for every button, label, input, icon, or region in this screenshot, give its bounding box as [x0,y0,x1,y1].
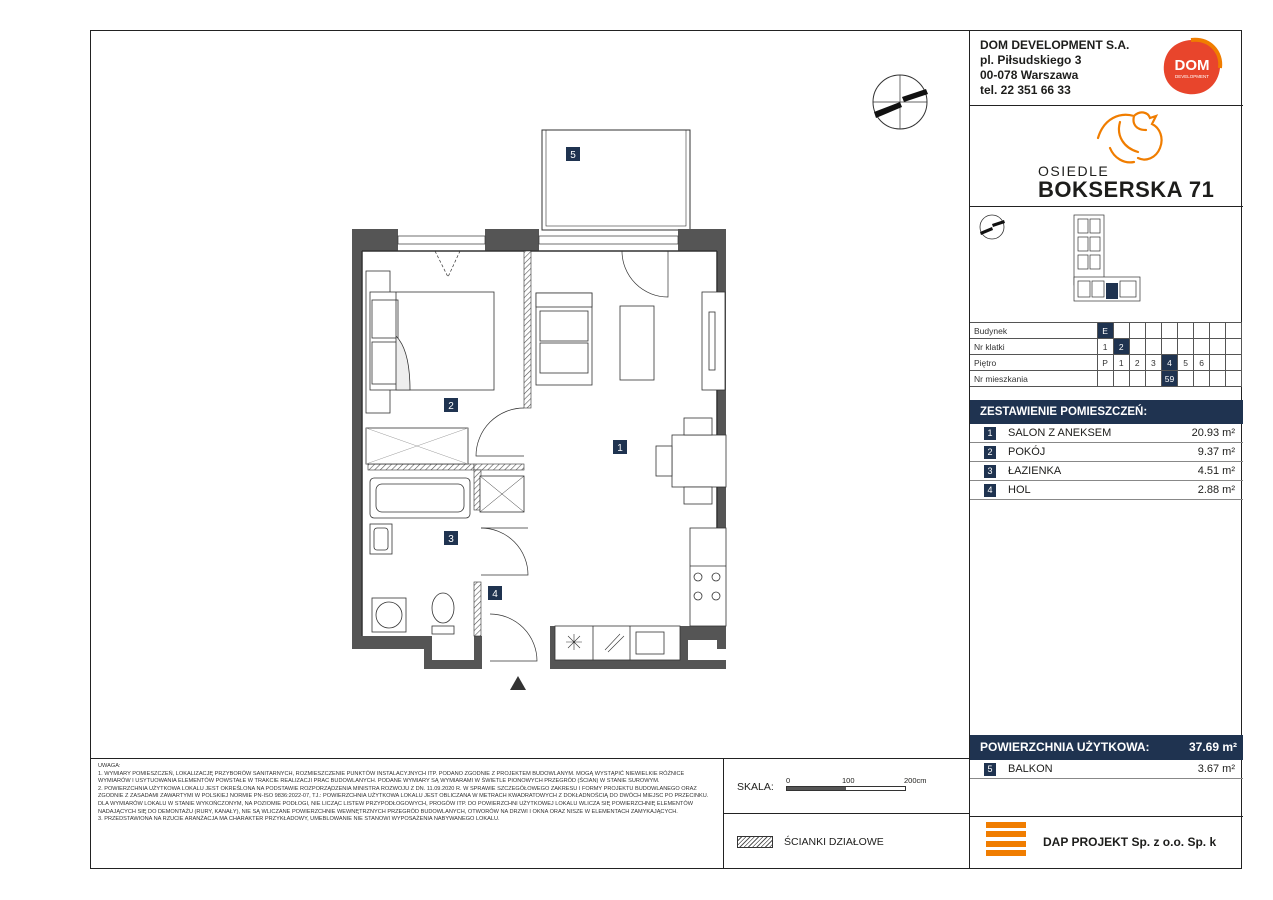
info-cell: 6 [1194,355,1210,371]
info-cell [1145,371,1161,387]
bed [366,271,494,413]
floor-plan-drawing [90,30,969,758]
info-row-label: Nr klatki [970,339,1097,355]
scale-tick: 0 [786,776,791,785]
key-plan-apartment-highlight [1106,283,1118,299]
floor-plan [90,30,969,758]
info-cell: 3 [1145,355,1161,371]
legend-walls-label: ŚCIANKI DZIAŁOWE [784,836,884,848]
living-furniture [536,292,725,390]
north-arrow-icon [873,75,928,129]
room-name: POKÓJ [1008,446,1046,458]
info-cell [1113,323,1129,339]
company-name: DOM DEVELOPMENT S.A. [980,38,1130,52]
balcony-row [970,760,1243,779]
usable-area-label: POWIERZCHNIA UŻYTKOWA: [980,740,1150,754]
info-cell [1178,339,1194,355]
room-area: 4.51 m² [1197,465,1235,477]
room-area: 9.37 m² [1197,446,1235,458]
company-street: pl. Piłsudskiego 3 [980,53,1082,67]
info-cell [1178,371,1194,387]
info-cell [1161,339,1177,355]
designer-block [970,816,1243,868]
note-item: 3. PRZEDSTAWIONA NA RZUCIE ARANŻACJA MA CHARAKTER PRZYKŁADOWY, UMEBLOWANIE NIE STANOWI WYPOSAŻENIA NABYWANEGO LOKALU. [98,816,500,823]
balcony [542,130,690,230]
room-name: SALON Z ANEKSEM [1008,427,1112,439]
info-cell [1194,323,1210,339]
bathroom-fixtures [370,476,524,634]
room-number-badge: 2 [984,446,996,459]
info-row [970,371,1242,387]
info-cell [1097,371,1113,387]
info-cell [1226,371,1242,387]
plan-label-1: 1 [617,443,623,454]
key-plan-drawing [970,207,1243,321]
scale-tick: 200cm [904,776,927,785]
plan-label-3: 3 [448,534,454,545]
partition-hatch-swatch [737,836,773,848]
info-cell [1210,371,1226,387]
usable-area-value: 37.69 m² [1188,740,1237,754]
horse-logo-icon [1090,108,1170,168]
apartment-info-table [970,322,1242,387]
room-row [970,424,1243,443]
note-item: 2. POWIERZCHNIA UŻYTKOWA LOKALU JEST OKREŚLONA NA PODSTAWIE ROZPORZĄDZENIA MINISTRA ROZWOJU Z DN. 11.09.2020 R. W SPRAWIE SZCZEGÓŁOWEGO ZAKRESU I FORMY PROJEKTU BUDOWLANEGO ORAZ ZGODNIE Z ZASADAMI ZAWARTYMI W POLSKIEJ NORMIE PN-ISO 9836:2022-07, TJ.: POWIERZCHNIA UŻYTKOWA LOKALU JEST OBLICZANA W METRACH KWADRATOWYCH Z DOKŁADNOŚCIĄ DO DWÓCH MIEJSC PO PRZECINKU. DLA WYMIARÓW LOKALU W STANIE WYKOŃCZONYM, NA POZIOMIE PODŁOGI, NIE LICZĄC LISTEW PRZYPODŁOGOWYCH, PROGÓW ITP. DO POWIERZCHNI UŻYTKOWEJ LOKALU WLICZA SIĘ POWIERZCHNIĘ ELEMENTÓW NADAJĄCYCH SIĘ DO DEMONTAŻU (RURY, KANAŁY), NIE SĄ WLICZANE POWIERZCHNIE WEWNĘTRZNYCH PRZEGRÓD BUDOWLANYCH, OTWORÓW NA DRZWI I OKNA ORAZ NISZE W ELEMENTACH ZAMYKAJĄCYCH. [98,785,709,815]
room-row [970,481,1243,500]
info-cell: 2 [1113,339,1129,355]
note-item: 1. WYMIARY POMIESZCZEŃ, LOKALIZACJĘ PRZYBORÓW SANITARNYCH, ROZMIESZCZENIE PUNKTÓW INSTALACYJNYCH ITP. PODANO ZGODNIE Z PROJEKTEM BUDOWLANYM. MOGĄ WYSTĄPIĆ NIEWIELKIE RÓŻNICE WYMIARÓW I USYTUOWANIA ELEMENTÓW POWSTAŁE W TRAKCIE REALIZACJI PRAC BUDOWLANYCH. PODANE WYMIARY SĄ WYMIARAMI W ŚWIETLE PIONOWYCH PRZEGRÓD (ŚCIAN) W STANIE SUROWYM. [98,770,685,785]
company-info [980,38,1129,98]
info-row-label: Piętro [970,355,1097,371]
brand-line1: OSIEDLE [1038,163,1110,179]
room-name: HOL [1008,484,1031,496]
room-area: 3.67 m² [1197,763,1235,775]
company-phone: tel. 22 351 66 33 [980,83,1071,97]
estate-brand [1030,108,1215,206]
info-row [970,355,1242,371]
scale-box [724,758,969,813]
dap-logo-icon [986,822,1026,859]
key-plan-north-icon [980,215,1005,239]
logo-text-main: DOM [1174,57,1210,74]
dining-table [656,418,726,504]
info-cell [1194,371,1210,387]
info-cell [1113,371,1129,387]
scale-bar [786,786,906,791]
entrance-marker-icon [510,676,526,690]
logo-text-sub: DEVELOPMENT [1174,74,1210,79]
info-cell: 1 [1113,355,1129,371]
room-row [970,443,1243,462]
room-row [970,462,1243,481]
rooms-heading: ZESTAWIENIE POMIESZCZEŃ: [970,400,1243,424]
key-plan [970,207,1243,321]
plan-label-5: 5 [570,150,576,161]
room-name: ŁAZIENKA [1008,465,1062,477]
info-row [970,339,1242,355]
info-row-label: Nr mieszkania [970,371,1097,387]
usable-area-bar [970,735,1243,760]
info-cell: 5 [1178,355,1194,371]
info-cell [1145,339,1161,355]
kitchen [555,528,726,660]
info-cell: 59 [1161,371,1177,387]
info-cell [1226,339,1242,355]
brand-line2: BOKSERSKA 71 [1038,177,1215,202]
room-number-badge: 3 [984,465,996,478]
scale-label: SKALA: [737,781,774,793]
info-cell [1145,323,1161,339]
company-city: 00-078 Warszawa [980,68,1079,82]
scale-tick: 100 [842,776,855,785]
room-number-badge: 4 [984,484,996,497]
info-cell [1194,339,1210,355]
room-area: 2.88 m² [1197,484,1235,496]
info-cell [1226,355,1242,371]
notes-box [90,758,724,869]
dom-development-logo-icon [1158,36,1224,98]
info-cell: P [1097,355,1113,371]
info-row-label: Budynek [970,323,1097,339]
info-cell: 2 [1129,355,1145,371]
info-cell: 1 [1097,339,1113,355]
room-number-badge: 1 [984,427,996,440]
info-cell: 4 [1161,355,1177,371]
info-cell [1129,323,1145,339]
info-cell: E [1097,323,1113,339]
room-name: BALKON [1008,763,1053,775]
room-area: 20.93 m² [1191,427,1235,439]
notes-title: UWAGA: [98,763,121,769]
info-row [970,323,1242,339]
designer-name: DAP PROJEKT Sp. z o.o. Sp. k [1043,835,1217,849]
room-number-badge: 5 [984,763,996,776]
plan-label-4: 4 [492,589,498,600]
info-cell [1226,323,1242,339]
info-cell [1210,323,1226,339]
legend-box [724,813,969,869]
info-cell [1129,339,1145,355]
divider [970,105,1243,106]
info-cell [1210,339,1226,355]
title-block [969,30,1242,869]
info-cell [1161,323,1177,339]
info-cell [1210,355,1226,371]
info-cell [1129,371,1145,387]
plan-label-2: 2 [448,401,454,412]
info-cell [1178,323,1194,339]
